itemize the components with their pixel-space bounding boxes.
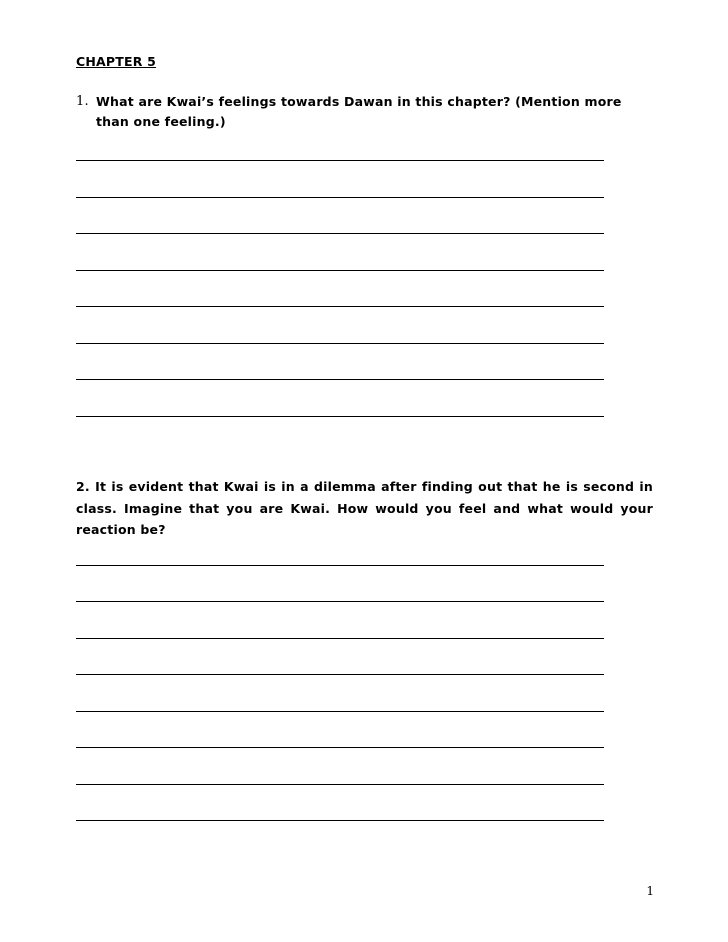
answer-line-q1-1[interactable] (76, 160, 604, 161)
answer-line-q2-1[interactable] (76, 565, 604, 566)
question-2: 2. It is evident that Kwai is in a dilemma after finding out that he is second in class. Imagine that you are Kwai. How would you feel and what would your reaction be? (76, 479, 653, 537)
answer-line-q2-4[interactable] (76, 674, 604, 675)
answer-line-q1-5[interactable] (76, 306, 604, 307)
question-1-number: 1. (76, 94, 89, 109)
answer-line-q2-5[interactable] (76, 711, 604, 712)
question-1 (76, 92, 636, 132)
answer-line-q1-6[interactable] (76, 343, 604, 344)
answer-line-q2-6[interactable] (76, 747, 604, 748)
answer-line-q2-7[interactable] (76, 784, 604, 785)
question-1-text: What are Kwai’s feelings towards Dawan in this chapter? (Mention more than one feeling.) (96, 94, 622, 129)
answer-line-q1-3[interactable] (76, 233, 604, 234)
answer-line-q2-8[interactable] (76, 820, 604, 821)
answer-line-q1-7[interactable] (76, 379, 604, 380)
answer-line-q1-2[interactable] (76, 197, 604, 198)
page-number: 1 (646, 884, 654, 898)
answer-line-q1-4[interactable] (76, 270, 604, 271)
answer-line-q1-8[interactable] (76, 416, 604, 417)
chapter-heading: CHAPTER 5 (76, 54, 157, 69)
answer-line-q2-3[interactable] (76, 638, 604, 639)
answer-line-q2-2[interactable] (76, 601, 604, 602)
